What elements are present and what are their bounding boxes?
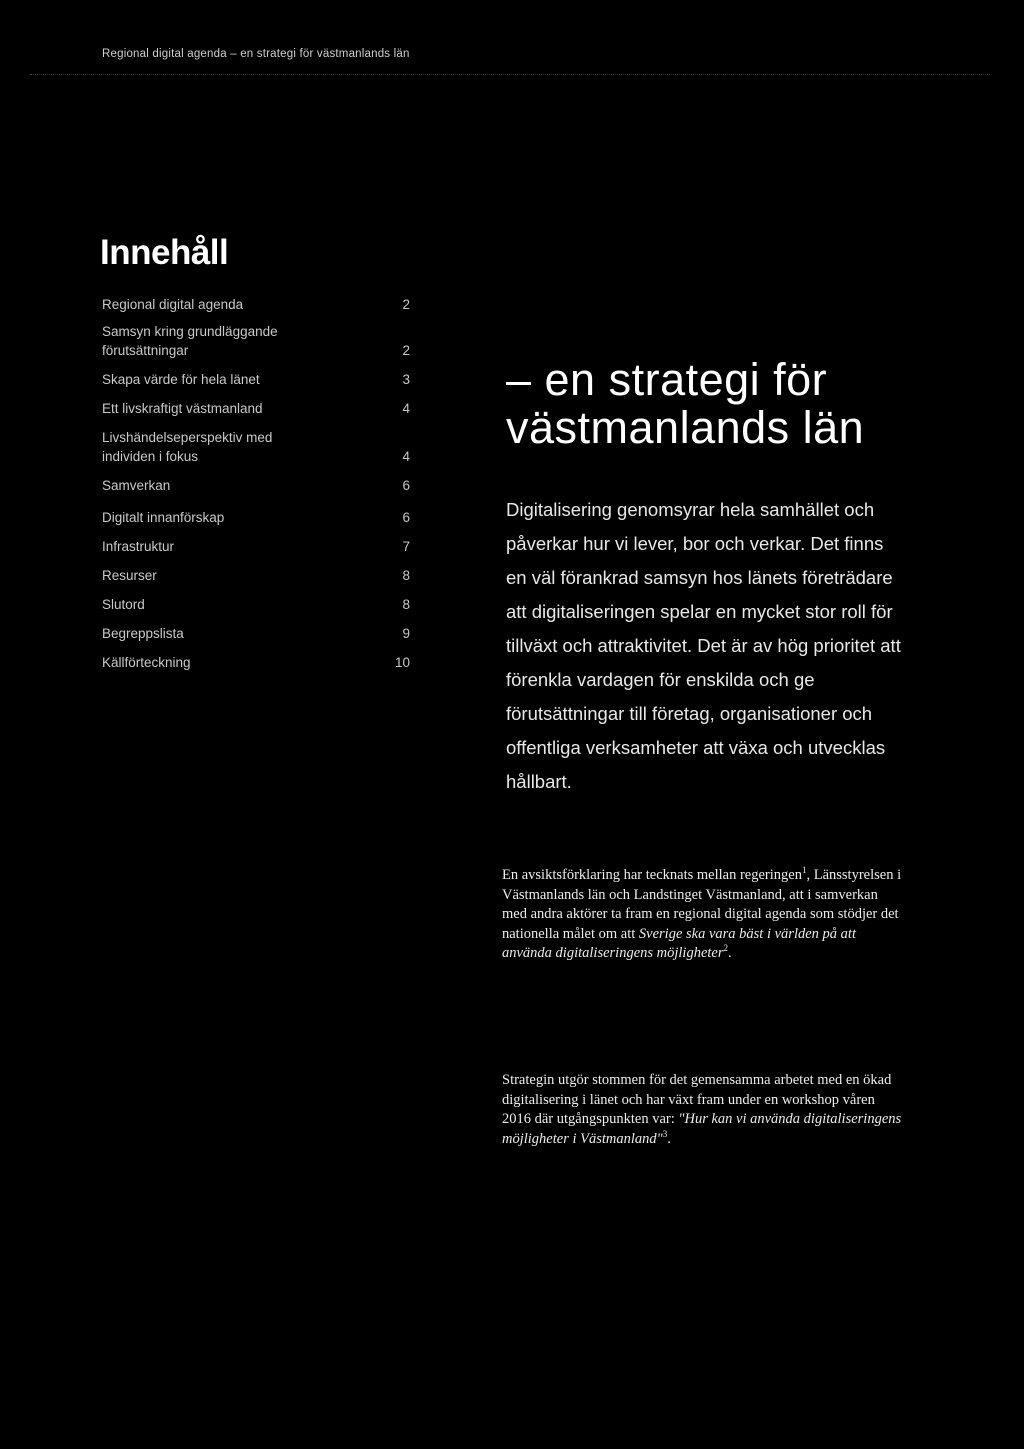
toc-item-page: 8 (402, 568, 410, 583)
declaration-end: . (728, 945, 732, 961)
toc-item-page: 6 (402, 510, 410, 525)
toc-item[interactable] (102, 370, 412, 389)
toc-item-label: Digitalt innanförskap (102, 510, 225, 525)
toc-item-label: Källförteckning (102, 655, 191, 670)
toc-item[interactable] (102, 537, 412, 556)
strategy-text: Strategin utgör stommen för det gemensamma arbetet med en ökad digitalisering i länet och har växt fram under en workshop våren 2016 där utgångspunkten var: (502, 1072, 892, 1127)
header-divider (30, 74, 990, 75)
intro-paragraph: Digitalisering genomsyrar hela samhället och påverkar hur vi lever, bor och verkar. Det finns en väl förankrad samsyn hos länets företrädare att digitaliseringen spelar en mycket stor roll för tillväxt och attraktivitet. Det är av hög prioritet att förenkla vardagen för enskilda och ge förutsättningar till företag, organisationer och offentliga verksamheter att växa och utvecklas hållbart. (506, 499, 901, 792)
toc-item-page: 2 (402, 297, 410, 312)
toc-item-label: Regional digital agenda (102, 297, 244, 312)
toc-item[interactable] (102, 624, 412, 643)
toc-item-label: Samsyn kring grundläggande förutsättningar (102, 324, 278, 358)
toc-item[interactable] (102, 322, 412, 360)
declaration-goal-italic: Sverige ska vara bäst i världen på att använda digitaliseringens möjligheter (502, 925, 856, 961)
toc-item-page: 7 (402, 539, 410, 554)
toc-item-label: Samverkan (102, 478, 171, 493)
footnote-ref-1[interactable]: 1 (801, 865, 807, 876)
toc-item[interactable] (102, 295, 412, 314)
toc-title: Innehåll (100, 233, 229, 273)
toc-item[interactable] (102, 595, 412, 614)
toc-item-label: Ett livskraftigt västmanland (102, 401, 263, 416)
declaration-text-2: , Länsstyrelsen i Västmanlands län och Landstinget Västmanland, att i samverkan med andra aktörer ta fram en regional digital agenda som stödjer det nationella målet om att (502, 867, 902, 942)
toc-item-page: 4 (402, 401, 410, 416)
footnote-ref-3[interactable]: 3 (662, 1128, 668, 1139)
toc-item-page: 8 (402, 597, 410, 612)
toc-item-label: Begreppslista (102, 626, 184, 641)
strategy-quote-italic: "Hur kan vi använda digitaliseringens möjligheter i Västmanland" (502, 1111, 902, 1147)
table-of-contents (102, 295, 412, 682)
toc-item-page: 2 (402, 343, 410, 358)
toc-item-page: 9 (402, 626, 410, 641)
toc-item-page: 6 (402, 478, 410, 493)
toc-item[interactable] (102, 399, 412, 418)
strategy-end: . (667, 1130, 671, 1147)
toc-item[interactable] (102, 428, 412, 466)
toc-item[interactable] (102, 508, 412, 527)
toc-item-label: Skapa värde för hela länet (102, 372, 260, 387)
toc-item-label: Resurser (102, 568, 157, 583)
toc-item-label: Infrastruktur (102, 539, 175, 554)
toc-item-page: 3 (402, 372, 410, 387)
strategy-paragraph (502, 1071, 902, 1149)
toc-item[interactable] (102, 566, 412, 585)
declaration-text: En avsiktsförklaring har tecknats mellan regeringen (502, 867, 802, 883)
running-header: Regional digital agenda – en strategi för västmanlands län (102, 48, 410, 60)
toc-item[interactable] (102, 653, 412, 672)
footnote-ref-2[interactable]: 2 (723, 943, 729, 954)
declaration-paragraph (502, 866, 902, 964)
toc-item-label: Slutord (102, 597, 145, 612)
toc-item-page: 10 (394, 655, 410, 670)
toc-item[interactable] (102, 476, 412, 495)
page-subtitle: – en strategi för västmanlands län (506, 354, 865, 453)
toc-item-page: 4 (402, 449, 410, 464)
toc-item-label: Livshändelseperspektiv med individen i fokus (102, 430, 273, 464)
